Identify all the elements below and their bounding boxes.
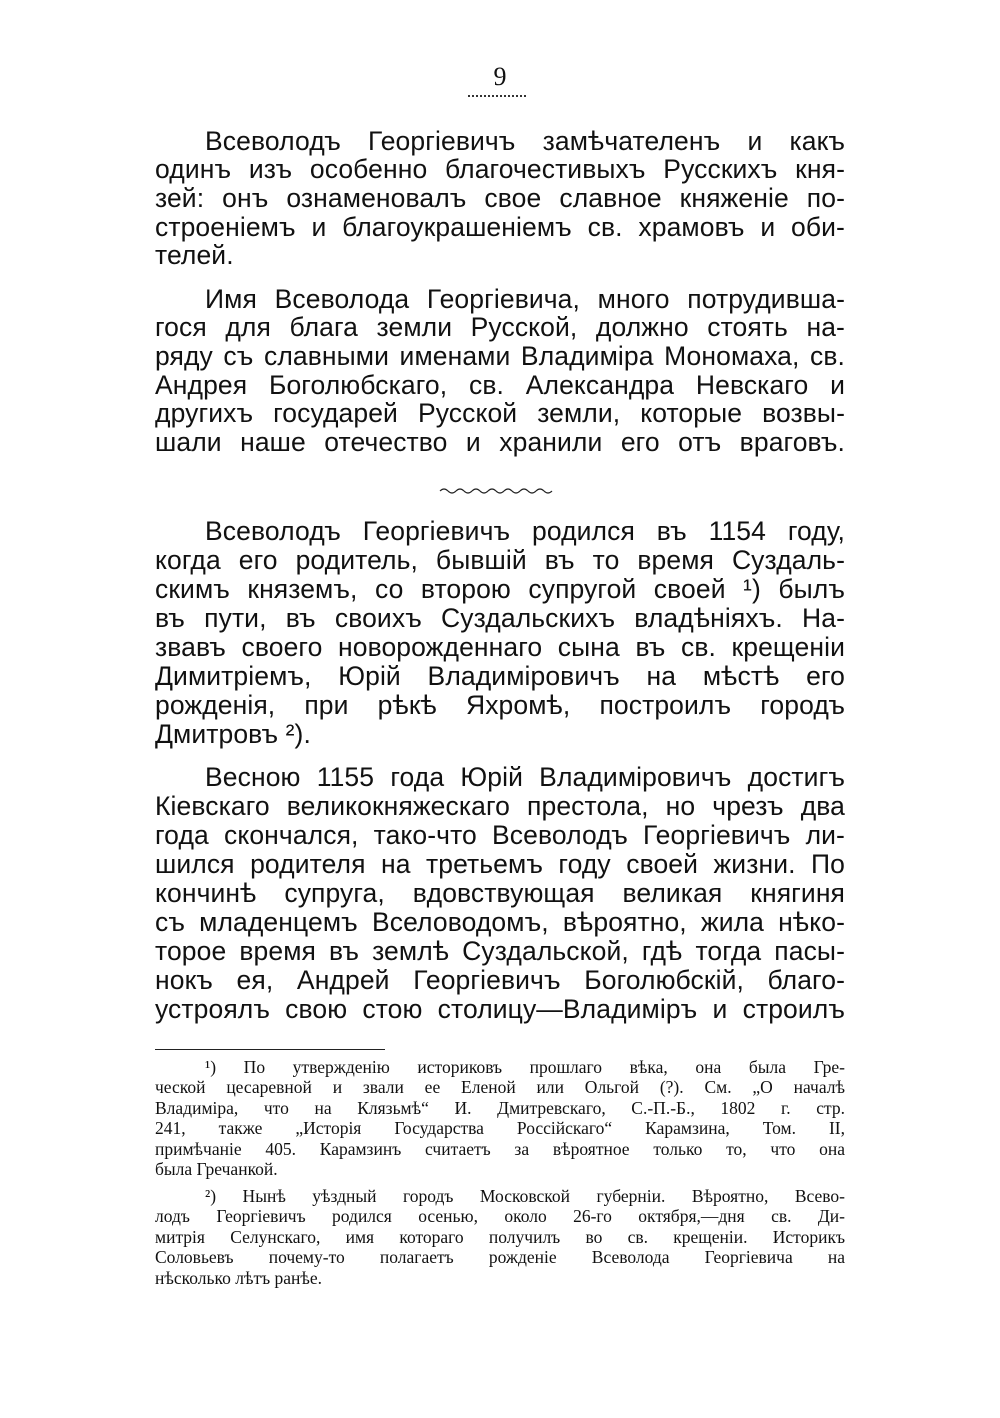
footnote-line: была Гречанкой.	[155, 1159, 278, 1179]
footnote-line: митрія Селунскаго, имя котораго получилъ во св. крещеніи. Историкъ	[155, 1227, 845, 1247]
text-line: съ младенцемъ Вселоводомъ, вѣроятно, жила нѣко-	[155, 907, 845, 937]
text-line: Имя Всеволода Георгіевича, много потрудивша-	[205, 284, 845, 314]
footnote-line: ²) Нынѣ уѣздный городъ Московской губерніи. Вѣроятно, Всево-	[205, 1186, 845, 1206]
text-line: Кіевскаго великокняжескаго престола, но чрезъ два	[155, 791, 845, 821]
text-line: нокъ ея, Андрей Георгіевичъ Боголюбскій, благо-	[155, 965, 845, 995]
text-line: зей: онъ ознаменовалъ свое славное княженіе по-	[155, 183, 845, 213]
text-line: устроялъ свою стою столицу—Владиміръ и строилъ	[155, 994, 845, 1024]
footnote-separator	[155, 1049, 385, 1050]
text-line: Весною 1155 года Юрій Владиміровичъ достигъ	[205, 762, 845, 792]
footnote-line: Владиміра, что на Клязьмѣ“ И. Дмитревскаго, С.-П.-Б., 1802 г. стр.	[155, 1098, 845, 1118]
text-line: строеніемъ и благоукрашеніемъ св. храмовъ и оби-	[155, 212, 845, 242]
text-line: одинъ изъ особенно благочестивыхъ Русскихъ кня-	[155, 154, 845, 184]
text-line: Андрея Боголюбскаго, св. Александра Невскаго и	[155, 370, 845, 400]
text-line: скимъ княземъ, со второю супругой своей ¹) былъ	[155, 574, 845, 604]
text-line: Всеволодъ Георгіевичъ замѣчателенъ и какъ	[205, 126, 845, 156]
page-number: 9	[493, 62, 507, 91]
footnote-line: ¹) По утвержденію историковъ прошлаго вѣка, она была Гре-	[205, 1057, 845, 1077]
footnote-line: Соловьевъ почему-то полагаетъ рожденіе Всеволода Георгіевича на	[155, 1247, 845, 1267]
text-line: шали наше отечество и хранили его отъ враговъ.	[155, 427, 845, 457]
footnote-line: нѣсколько лѣтъ ранѣе.	[155, 1268, 323, 1288]
text-line: ряду съ славными именами Владиміра Мономаха, св.	[155, 341, 845, 371]
text-line: гося для блага земли Русской, должно стоять на-	[155, 312, 845, 342]
text-line: шился родителя на третьемъ году своей жизни. По	[155, 849, 845, 879]
text-line: кончинѣ супруга, вдовствующая великая княгиня	[155, 878, 845, 908]
page-number-rule	[468, 95, 526, 97]
text-line: рожденія, при рѣкѣ Яхромѣ, построилъ городъ	[155, 690, 845, 720]
text-line: Всеволодъ Георгіевичъ родился въ 1154 году,	[205, 516, 845, 546]
text-line: въ пути, въ своихъ Суздальскихъ владѣніяхъ. На-	[155, 603, 845, 633]
footnote-line: ческой цесаревной и звали ее Еленой или Ольгой (?). См. „О началѣ	[155, 1077, 845, 1097]
footnote-line: лодъ Георгіевичъ родился осенью, около 26-го октября,—дня св. Ди-	[155, 1206, 845, 1226]
text-line: звавъ своего новорожденнаго сына въ св. крещеніи	[155, 632, 845, 662]
text-line: торое время въ землѣ Суздальской, гдѣ тогда пасы-	[155, 936, 845, 966]
text-line: Димитріемъ, Юрій Владиміровичъ на мѣстѣ его	[155, 661, 845, 691]
text-line: Дмитровъ ²).	[155, 719, 311, 749]
footnote-line: 241, также „Исторія Государства Россійскаго“ Карамзина, Том. II,	[155, 1118, 845, 1138]
text-line: когда его родитель, бывшій въ то время Суздаль-	[155, 545, 845, 575]
text-line: другихъ государей Русской земли, которые возвы-	[155, 398, 845, 428]
ornamental-divider	[438, 485, 558, 497]
text-line: телей.	[155, 240, 234, 270]
footnote-line: примѣчаніе 405. Карамзинъ считаетъ за вѣроятное только то, что она	[155, 1139, 845, 1159]
text-line: года скончался, тако-что Всеволодъ Георгіевичъ ли-	[155, 820, 845, 850]
